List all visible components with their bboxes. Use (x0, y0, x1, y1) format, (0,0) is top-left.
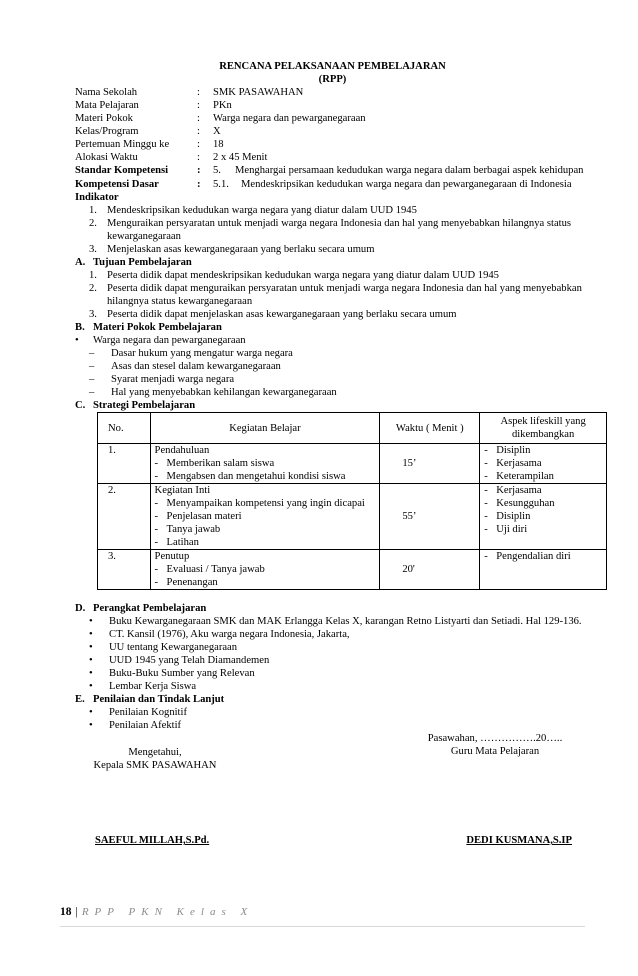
kegiatan-title: Penutup (154, 551, 190, 562)
penilaian-list (75, 706, 590, 732)
info-block (75, 86, 590, 164)
row-waktu (380, 484, 480, 550)
standar-kompetensi-row (75, 164, 590, 177)
kompetensi-dasar-label: Kompetensi Dasar (75, 179, 159, 190)
info-label: Alokasi Waktu (75, 152, 138, 163)
kegiatan-sub-text: Memberikan salam siswa (166, 458, 275, 469)
perangkat-title: Perangkat Pembelajaran (93, 603, 207, 614)
dash-icon: - (484, 498, 488, 509)
kegiatan-sub-item (155, 563, 376, 576)
kegiatan-sub-text: Penjelasan materi (166, 511, 242, 522)
info-label: Pertemuan Minggu ke (75, 139, 170, 150)
standar-kompetensi-colon: : (197, 165, 201, 176)
kegiatan-title: Kegiatan Inti (154, 485, 211, 496)
dash-icon: - (154, 537, 159, 548)
dash-item (89, 347, 590, 360)
table-row (98, 484, 607, 550)
bullet-icon: • (75, 335, 79, 346)
rpp-document (75, 60, 590, 847)
dash-icon: - (154, 471, 159, 482)
dash-icon: - (154, 524, 159, 535)
aspek-text: Kerjasama (496, 485, 542, 496)
aspek-item (484, 497, 602, 510)
bullet-item (89, 615, 590, 628)
bullet-item-text: Penilaian Afektif (109, 720, 182, 731)
kegiatan-sub-item (155, 497, 376, 510)
dash-icon: - (154, 564, 159, 575)
kegiatan-sub-item (155, 576, 376, 589)
row-kegiatan (150, 550, 380, 590)
row-aspek (480, 550, 607, 590)
list-item (89, 269, 590, 282)
strategi-letter: C. (75, 400, 86, 411)
kompetensi-dasar-text: Mendeskripsikan kedudukan warga negara dan pewarganegaraan di Indonesia (241, 179, 572, 190)
aspek-text: Pengendalian diri (496, 551, 571, 562)
kepala-role: Kepala SMK PASAWAHAN (93, 760, 217, 771)
place-date: Pasawahan, …………….20….. (427, 733, 563, 744)
list-item-text: Peserta didik dapat mendeskripsikan kedudukan warga negara yang diatur dalam UUD 1945 (107, 270, 499, 281)
dash-icon: - (484, 551, 488, 562)
standar-kompetensi-num: 5. (213, 165, 221, 176)
bullet-item-text: CT. Kansil (1976), Aku warga negara Indonesia, Jakarta, (109, 629, 350, 640)
materi-title: Materi Pokok Pembelajaran (93, 322, 222, 333)
header-aspek: Aspek lifeskill yang dikembangkan (480, 413, 607, 444)
list-item-number: 2. (89, 283, 97, 294)
guru-name: DEDI KUSMANA,S.IP (466, 835, 572, 846)
kegiatan-sub-text: Tanya jawab (166, 524, 221, 535)
row-number: 2. (98, 484, 151, 550)
dash-item-text: Syarat menjadi warga negara (111, 374, 235, 385)
aspek-text: Keterampilan (496, 471, 554, 482)
kegiatan-sub-item (155, 523, 376, 536)
info-label: Kelas/Program (75, 126, 139, 137)
mengetahui-label: Mengetahui, (128, 747, 182, 758)
row-waktu (380, 444, 480, 484)
list-item-text: Peserta didik dapat menguraikan persyaratan untuk menjadi warga negara Indonesia dan hal yang menyebabkan hilangnya status kewarganegaraan (107, 283, 582, 307)
list-item-text: Mendeskripsikan kedudukan warga negara yang diatur dalam UUD 1945 (107, 205, 417, 216)
strategi-heading (75, 399, 590, 412)
dash-item-text: Hal yang menyebabkan kehilangan kewarganegaraan (111, 387, 337, 398)
materi-heading (75, 321, 590, 334)
kegiatan-sub-text: Evaluasi / Tanya jawab (166, 564, 265, 575)
kompetensi-dasar-value (213, 178, 590, 191)
list-item-number: 3. (89, 309, 97, 320)
standar-kompetensi-label: Standar Kompetensi (75, 165, 169, 176)
bullet-item (89, 641, 590, 654)
info-value: PKn (213, 100, 232, 111)
kompetensi-dasar-num: 5.1. (213, 179, 229, 190)
page-number: 18 (60, 906, 72, 918)
footer-text: RPP PKN Kelas X (81, 906, 254, 918)
perangkat-heading (75, 602, 590, 615)
info-row (75, 151, 590, 164)
bullet-icon: • (89, 707, 93, 718)
row-kegiatan (150, 444, 380, 484)
page-footer (60, 906, 580, 919)
signature-right (415, 732, 575, 758)
bullet-item-text: Buku-Buku Sumber yang Relevan (109, 668, 255, 679)
dash-icon: – (89, 387, 95, 398)
kegiatan-title: Pendahuluan (154, 445, 210, 456)
list-item-number: 2. (89, 218, 97, 229)
header-kegiatan: Kegiatan Belajar (150, 413, 380, 444)
kegiatan-sub-text: Mengabsen dan mengetahui kondisi siswa (166, 471, 346, 482)
bullet-icon: • (89, 629, 93, 640)
info-value: Warga negara dan pewarganegaraan (213, 113, 366, 124)
info-row (75, 138, 590, 151)
aspek-item (484, 444, 602, 457)
tujuan-list (75, 269, 590, 321)
aspek-item (484, 523, 602, 536)
tujuan-heading (75, 256, 590, 269)
info-colon: : (197, 126, 200, 137)
bullet-item (89, 680, 590, 693)
list-item (89, 204, 590, 217)
aspek-item (484, 510, 602, 523)
kompetensi-dasar-row (75, 178, 590, 191)
kepala-name: SAEFUL MILLAH,S.Pd. (95, 835, 210, 846)
perangkat-letter: D. (75, 603, 86, 614)
materi-bullet (75, 334, 590, 347)
kegiatan-sub-item (155, 470, 376, 483)
tujuan-letter: A. (75, 257, 86, 268)
info-colon: : (197, 152, 200, 163)
info-row (75, 112, 590, 125)
dash-item (89, 386, 590, 399)
bullet-item-text: Buku Kewarganegaraan SMK dan MAK Erlangga Kelas X, karangan Retno Listyarti dan Setiadi. Hal 129-136. (109, 616, 582, 627)
materi-letter: B. (75, 322, 85, 333)
perangkat-list (75, 615, 590, 693)
list-item (89, 217, 590, 243)
bullet-item-text: UUD 1945 yang Telah Diamandemen (109, 655, 270, 666)
aspek-item (484, 550, 602, 563)
aspek-text: Disiplin (496, 511, 531, 522)
kegiatan-sub-text: Penenangan (166, 577, 218, 588)
kompetensi-dasar-colon: : (197, 179, 201, 190)
penilaian-heading (75, 693, 590, 706)
dash-icon: - (154, 511, 159, 522)
info-colon: : (197, 100, 200, 111)
list-item (89, 243, 590, 256)
tujuan-title: Tujuan Pembelajaran (93, 257, 192, 268)
dash-icon: - (484, 458, 488, 469)
dash-icon: - (154, 577, 159, 588)
indikator-heading: Indikator (75, 192, 119, 203)
signature-area (75, 732, 590, 832)
aspek-item (484, 484, 602, 497)
bullet-item (89, 667, 590, 680)
table-row (98, 550, 607, 590)
bullet-icon: • (89, 681, 93, 692)
bullet-item (89, 628, 590, 641)
document-title (75, 60, 590, 86)
info-value: 2 x 45 Menit (213, 152, 268, 163)
bullet-item-text: UU tentang Kewarganegaraan (109, 642, 238, 653)
info-value: X (213, 126, 221, 137)
strategi-title: Strategi Pembelajaran (93, 400, 196, 411)
bullet-item-text: Lembar Kerja Siswa (109, 681, 197, 692)
row-aspek (480, 484, 607, 550)
waktu-value: 20' (402, 564, 415, 575)
aspek-item (484, 457, 602, 470)
row-aspek (480, 444, 607, 484)
list-item-number: 1. (89, 270, 97, 281)
list-item-text: Peserta didik dapat menjelaskan asas kewarganegaraan yang berlaku secara umum (107, 309, 457, 320)
dash-icon: - (484, 445, 488, 456)
materi-dash-list (75, 347, 590, 399)
info-colon: : (197, 113, 200, 124)
info-value: 18 (213, 139, 224, 150)
kegiatan-sub-text: Menyampaikan kompetensi yang ingin dicapai (166, 498, 365, 509)
dash-icon: - (484, 511, 488, 522)
guru-role: Guru Mata Pelajaran (450, 746, 540, 757)
dash-icon: – (89, 361, 95, 372)
dash-icon: - (484, 471, 488, 482)
kegiatan-sub-item (155, 510, 376, 523)
indikator-list (75, 204, 590, 256)
row-number: 3. (98, 550, 151, 590)
list-item-number: 3. (89, 244, 97, 255)
bullet-icon: • (89, 720, 93, 731)
info-value: SMK PASAWAHAN (213, 87, 304, 98)
bullet-item (89, 706, 590, 719)
standar-kompetensi-text: Menghargai persamaan kedudukan warga negara dalam berbagai aspek kehidupan (235, 165, 584, 176)
aspek-text: Kesungguhan (496, 498, 555, 509)
penilaian-letter: E. (75, 694, 85, 705)
title-line-1: RENCANA PELAKSANAAN PEMBELAJARAN (219, 61, 446, 72)
bullet-icon: • (89, 642, 93, 653)
aspek-text: Uji diri (496, 524, 528, 535)
aspek-text: Kerjasama (496, 458, 542, 469)
bullet-item (89, 654, 590, 667)
row-number: 1. (98, 444, 151, 484)
kegiatan-sub-item (155, 457, 376, 470)
materi-bullet-text: Warga negara dan pewarganegaraan (93, 335, 246, 346)
info-row (75, 86, 590, 99)
kegiatan-sub-text: Latihan (166, 537, 199, 548)
dash-item-text: Asas dan stesel dalam kewarganegaraan (111, 361, 281, 372)
dash-item (89, 373, 590, 386)
title-line-2: (RPP) (318, 74, 347, 85)
signature-names (75, 834, 590, 847)
footer-divider (60, 926, 585, 927)
kegiatan-table (97, 412, 607, 590)
info-row (75, 99, 590, 112)
dash-item (89, 360, 590, 373)
dash-icon: – (89, 348, 95, 359)
kegiatan-sub-item (155, 536, 376, 549)
bullet-item (89, 719, 590, 732)
dash-icon: - (154, 458, 159, 469)
waktu-value: 15’ (402, 458, 417, 469)
dash-icon: – (89, 374, 95, 385)
list-item-text: Menguraikan persyaratan untuk menjadi warga negara Indonesia dan hal yang menyebabkan hilangnya status kewarganegaraan (107, 218, 572, 242)
bullet-item-text: Penilaian Kognitif (109, 707, 187, 718)
table-row (98, 444, 607, 484)
header-no: No. (98, 413, 151, 444)
info-label: Materi Pokok (75, 113, 133, 124)
list-item (89, 282, 590, 308)
info-colon: : (197, 87, 200, 98)
row-kegiatan (150, 484, 380, 550)
dash-icon: - (484, 524, 488, 535)
aspek-text: Disiplin (496, 445, 531, 456)
header-waktu: Waktu ( Menit ) (380, 413, 480, 444)
dash-icon: - (154, 498, 159, 509)
waktu-value: 55’ (402, 511, 417, 522)
list-item-text: Menjelaskan asas kewarganegaraan yang berlaku secara umum (107, 244, 375, 255)
info-label: Mata Pelajaran (75, 100, 139, 111)
row-waktu (380, 550, 480, 590)
penilaian-title: Penilaian dan Tindak Lanjut (93, 694, 225, 705)
dash-icon: - (484, 485, 488, 496)
footer-separator: | (75, 906, 78, 918)
info-label: Nama Sekolah (75, 87, 138, 98)
bullet-icon: • (89, 668, 93, 679)
list-item-number: 1. (89, 205, 97, 216)
standar-kompetensi-value (213, 164, 590, 177)
aspek-item (484, 470, 602, 483)
bullet-icon: • (89, 616, 93, 627)
dash-item-text: Dasar hukum yang mengatur warga negara (111, 348, 293, 359)
info-row (75, 125, 590, 138)
list-item (89, 308, 590, 321)
bullet-icon: • (89, 655, 93, 666)
info-colon: : (197, 139, 200, 150)
table-header-row (98, 413, 607, 444)
signature-left (75, 746, 235, 772)
